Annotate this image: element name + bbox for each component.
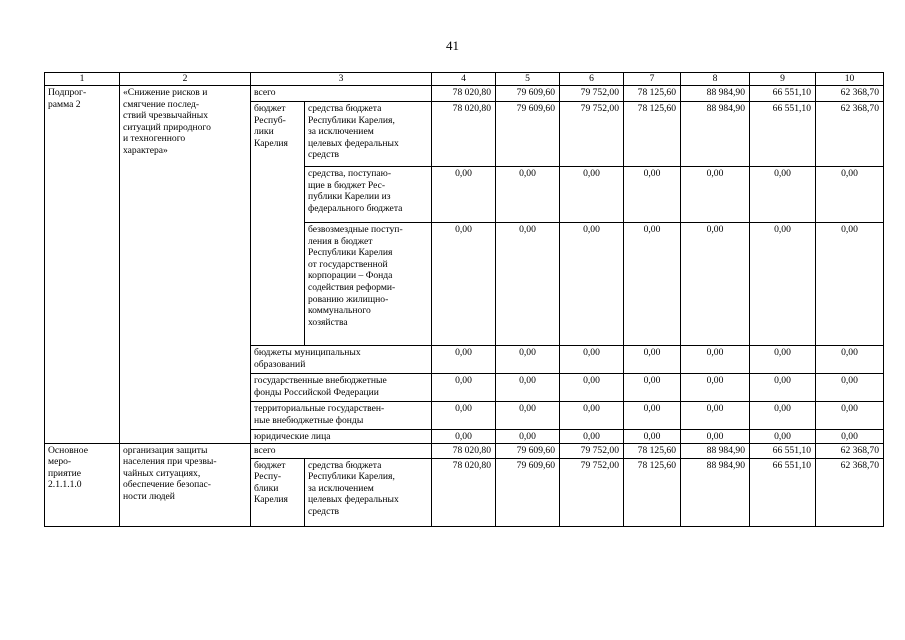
value-cell: 0,00 xyxy=(432,167,496,223)
value-cell: 0,00 xyxy=(560,223,624,346)
funding-label: всего xyxy=(251,86,432,102)
rk-budget-label: бюджет Респу- блики Карелия xyxy=(251,458,305,526)
value-cell: 0,00 xyxy=(432,402,496,430)
column-header: 7 xyxy=(624,73,681,86)
funding-sublabel: средства, поступаю- щие в бюджет Рес- публики Карелии из федерального бюджета xyxy=(305,167,432,223)
value-cell: 0,00 xyxy=(624,223,681,346)
page-number: 41 xyxy=(446,38,459,53)
value-cell: 0,00 xyxy=(681,346,750,374)
value-cell: 0,00 xyxy=(432,430,496,444)
row-name: Основное меро- приятие 2.1.1.1.0 xyxy=(45,443,120,526)
value-cell: 0,00 xyxy=(816,402,884,430)
value-cell: 0,00 xyxy=(750,430,816,444)
value-cell: 78 020,80 xyxy=(432,102,496,167)
value-cell: 0,00 xyxy=(750,402,816,430)
value-cell: 0,00 xyxy=(496,430,560,444)
value-cell: 0,00 xyxy=(816,223,884,346)
column-header: 3 xyxy=(251,73,432,86)
value-cell: 0,00 xyxy=(432,223,496,346)
value-cell: 79 752,00 xyxy=(560,458,624,526)
value-cell: 66 551,10 xyxy=(750,458,816,526)
value-cell: 0,00 xyxy=(560,430,624,444)
rk-budget-label: бюджет Респуб- лики Карелия xyxy=(251,102,305,346)
table-header-row xyxy=(45,73,884,86)
value-cell: 88 984,90 xyxy=(681,102,750,167)
funding-sublabel: средства бюджета Республики Карелия, за исключением целевых федеральных средств xyxy=(305,102,432,167)
value-cell: 0,00 xyxy=(750,223,816,346)
value-cell: 62 368,70 xyxy=(816,86,884,102)
value-cell: 62 368,70 xyxy=(816,102,884,167)
value-cell: 0,00 xyxy=(496,346,560,374)
value-cell: 0,00 xyxy=(681,374,750,402)
value-cell: 0,00 xyxy=(681,402,750,430)
value-cell: 0,00 xyxy=(624,430,681,444)
value-cell: 0,00 xyxy=(560,374,624,402)
value-cell: 78 125,60 xyxy=(624,458,681,526)
value-cell: 78 125,60 xyxy=(624,443,681,458)
value-cell: 79 609,60 xyxy=(496,86,560,102)
value-cell: 0,00 xyxy=(750,346,816,374)
value-cell: 0,00 xyxy=(560,167,624,223)
column-header: 9 xyxy=(750,73,816,86)
row-title: «Снижение рисков и смягчение послед- ствий чрезвычайных ситуаций природного и техногенного характера» xyxy=(120,86,251,444)
value-cell: 66 551,10 xyxy=(750,443,816,458)
value-cell: 79 752,00 xyxy=(560,102,624,167)
value-cell: 0,00 xyxy=(496,167,560,223)
value-cell: 66 551,10 xyxy=(750,86,816,102)
value-cell: 88 984,90 xyxy=(681,443,750,458)
value-cell: 0,00 xyxy=(624,374,681,402)
funding-label: территориальные государствен- ные внебюджетные фонды xyxy=(251,402,432,430)
table-row xyxy=(45,443,884,458)
value-cell: 88 984,90 xyxy=(681,458,750,526)
row-name: Подпрог- рамма 2 xyxy=(45,86,120,444)
value-cell: 79 609,60 xyxy=(496,102,560,167)
value-cell: 0,00 xyxy=(681,167,750,223)
value-cell: 0,00 xyxy=(560,402,624,430)
table-row xyxy=(45,86,884,102)
funding-sublabel: безвозмездные поступ- ления в бюджет Республики Карелия от государственной корпорации – Фонда содействия реформи- рованию жилищно- коммунального хозяйства xyxy=(305,223,432,346)
value-cell: 0,00 xyxy=(496,402,560,430)
value-cell: 0,00 xyxy=(816,430,884,444)
value-cell: 0,00 xyxy=(624,402,681,430)
value-cell: 62 368,70 xyxy=(816,458,884,526)
value-cell: 0,00 xyxy=(750,374,816,402)
value-cell: 88 984,90 xyxy=(681,86,750,102)
column-header: 10 xyxy=(816,73,884,86)
value-cell: 0,00 xyxy=(432,346,496,374)
value-cell: 0,00 xyxy=(816,346,884,374)
column-header: 6 xyxy=(560,73,624,86)
column-header: 8 xyxy=(681,73,750,86)
value-cell: 0,00 xyxy=(496,223,560,346)
value-cell: 0,00 xyxy=(496,374,560,402)
value-cell: 79 609,60 xyxy=(496,458,560,526)
value-cell: 62 368,70 xyxy=(816,443,884,458)
value-cell: 78 125,60 xyxy=(624,102,681,167)
value-cell: 0,00 xyxy=(560,346,624,374)
value-cell: 78 020,80 xyxy=(432,443,496,458)
value-cell: 79 752,00 xyxy=(560,443,624,458)
value-cell: 0,00 xyxy=(624,167,681,223)
column-header: 5 xyxy=(496,73,560,86)
value-cell: 0,00 xyxy=(816,374,884,402)
value-cell: 0,00 xyxy=(681,430,750,444)
column-header: 2 xyxy=(120,73,251,86)
value-cell: 78 020,80 xyxy=(432,86,496,102)
value-cell: 0,00 xyxy=(750,167,816,223)
funding-label: государственные внебюджетные фонды Российской Федерации xyxy=(251,374,432,402)
value-cell: 79 752,00 xyxy=(560,86,624,102)
value-cell: 66 551,10 xyxy=(750,102,816,167)
value-cell: 78 125,60 xyxy=(624,86,681,102)
value-cell: 78 020,80 xyxy=(432,458,496,526)
value-cell: 79 609,60 xyxy=(496,443,560,458)
funding-label: бюджеты муниципальных образований xyxy=(251,346,432,374)
funding-label: юридические лица xyxy=(251,430,432,444)
row-title: организация защиты населения при чрезвы- чайных ситуациях, обеспечение безопас- ности людей xyxy=(120,443,251,526)
budget-table xyxy=(44,72,884,527)
value-cell: 0,00 xyxy=(432,374,496,402)
value-cell: 0,00 xyxy=(681,223,750,346)
column-header: 1 xyxy=(45,73,120,86)
value-cell: 0,00 xyxy=(624,346,681,374)
column-header: 4 xyxy=(432,73,496,86)
funding-sublabel: средства бюджета Республики Карелия, за исключением целевых федеральных средств xyxy=(305,458,432,526)
value-cell: 0,00 xyxy=(816,167,884,223)
funding-label: всего xyxy=(251,443,432,458)
